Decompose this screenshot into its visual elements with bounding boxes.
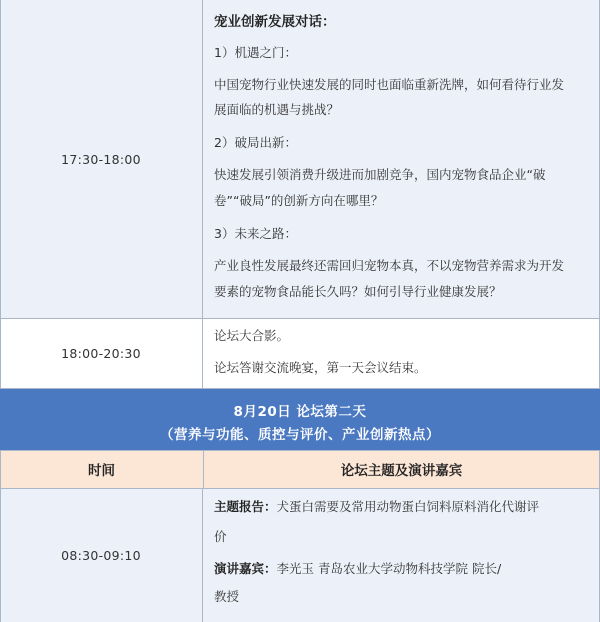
time-text: 17:30-18:00 <box>61 151 141 167</box>
topic-line <box>214 498 592 516</box>
time-text: 18:00-20:30 <box>61 345 141 361</box>
dinner-line: 论坛大合影。 <box>214 328 290 343</box>
time-cell <box>0 318 203 388</box>
speaker-label: 演讲嘉宾： <box>214 561 277 576</box>
row-divider <box>0 450 600 451</box>
dinner-line: 论坛答谢交流晚宴，第一天会议结束。 <box>214 360 427 375</box>
row-divider <box>0 388 600 389</box>
dialogue-item: 2）破局出新： <box>214 135 297 150</box>
header-time: 时间 <box>88 463 115 479</box>
speaker-line <box>214 560 592 578</box>
table-border-left <box>0 450 1 622</box>
dialogue-item: 产业良性发展最终还需回归宠物本真，不以宠物营养需求为开发 <box>214 258 565 273</box>
dialogue-item: 要素的宠物食品能长久吗？如何引导行业健康发展？ <box>214 284 502 299</box>
day-subtitle: （营养与功能、质控与评价、产业创新热点） <box>160 427 440 443</box>
dialogue-item: 卷”“破局”的创新方向在哪里？ <box>214 193 384 208</box>
table-border-left <box>0 0 1 388</box>
dialogue-item: 中国宠物行业快速发展的同时也面临重新洗牌，如何看待行业发 <box>214 77 565 92</box>
header-divider <box>203 450 204 488</box>
topic-line-continued: 价 <box>214 529 227 544</box>
dialogue-item: 3）未来之路： <box>214 226 297 241</box>
row-divider <box>0 318 600 319</box>
time-cell <box>0 0 203 318</box>
time-text: 08:30-09:10 <box>61 547 141 563</box>
content-cell <box>203 318 600 388</box>
speaker-line-continued: 教授 <box>214 589 240 604</box>
dialogue-title: 宠业创新发展对话： <box>214 14 336 30</box>
day-banner <box>0 388 600 450</box>
topic-label: 主题报告： <box>214 499 277 514</box>
topic-text: 犬蛋白需要及常用动物蛋白饲料原料消化代谢评 <box>276 499 540 514</box>
speaker-text: 李光玉 青岛农业大学动物科技学院 院长/ <box>276 561 502 576</box>
agenda-row-keynote <box>0 488 600 622</box>
agenda-row-dinner <box>0 318 600 388</box>
time-cell <box>0 488 203 622</box>
day-title: 8月20日 论坛第二天 <box>233 404 367 420</box>
dialogue-item: 1）机遇之门： <box>214 45 297 60</box>
row-divider <box>0 488 600 489</box>
content-cell <box>203 488 600 622</box>
dialogue-item: 展面临的机遇与挑战？ <box>214 102 340 117</box>
header-topic: 论坛主题及演讲嘉宾 <box>340 463 463 479</box>
dialogue-item: 快速发展引领消费升级进而加剧竞争，国内宠物食品企业“破 <box>214 167 546 182</box>
table-header-row <box>0 450 600 488</box>
content-cell <box>203 0 600 318</box>
